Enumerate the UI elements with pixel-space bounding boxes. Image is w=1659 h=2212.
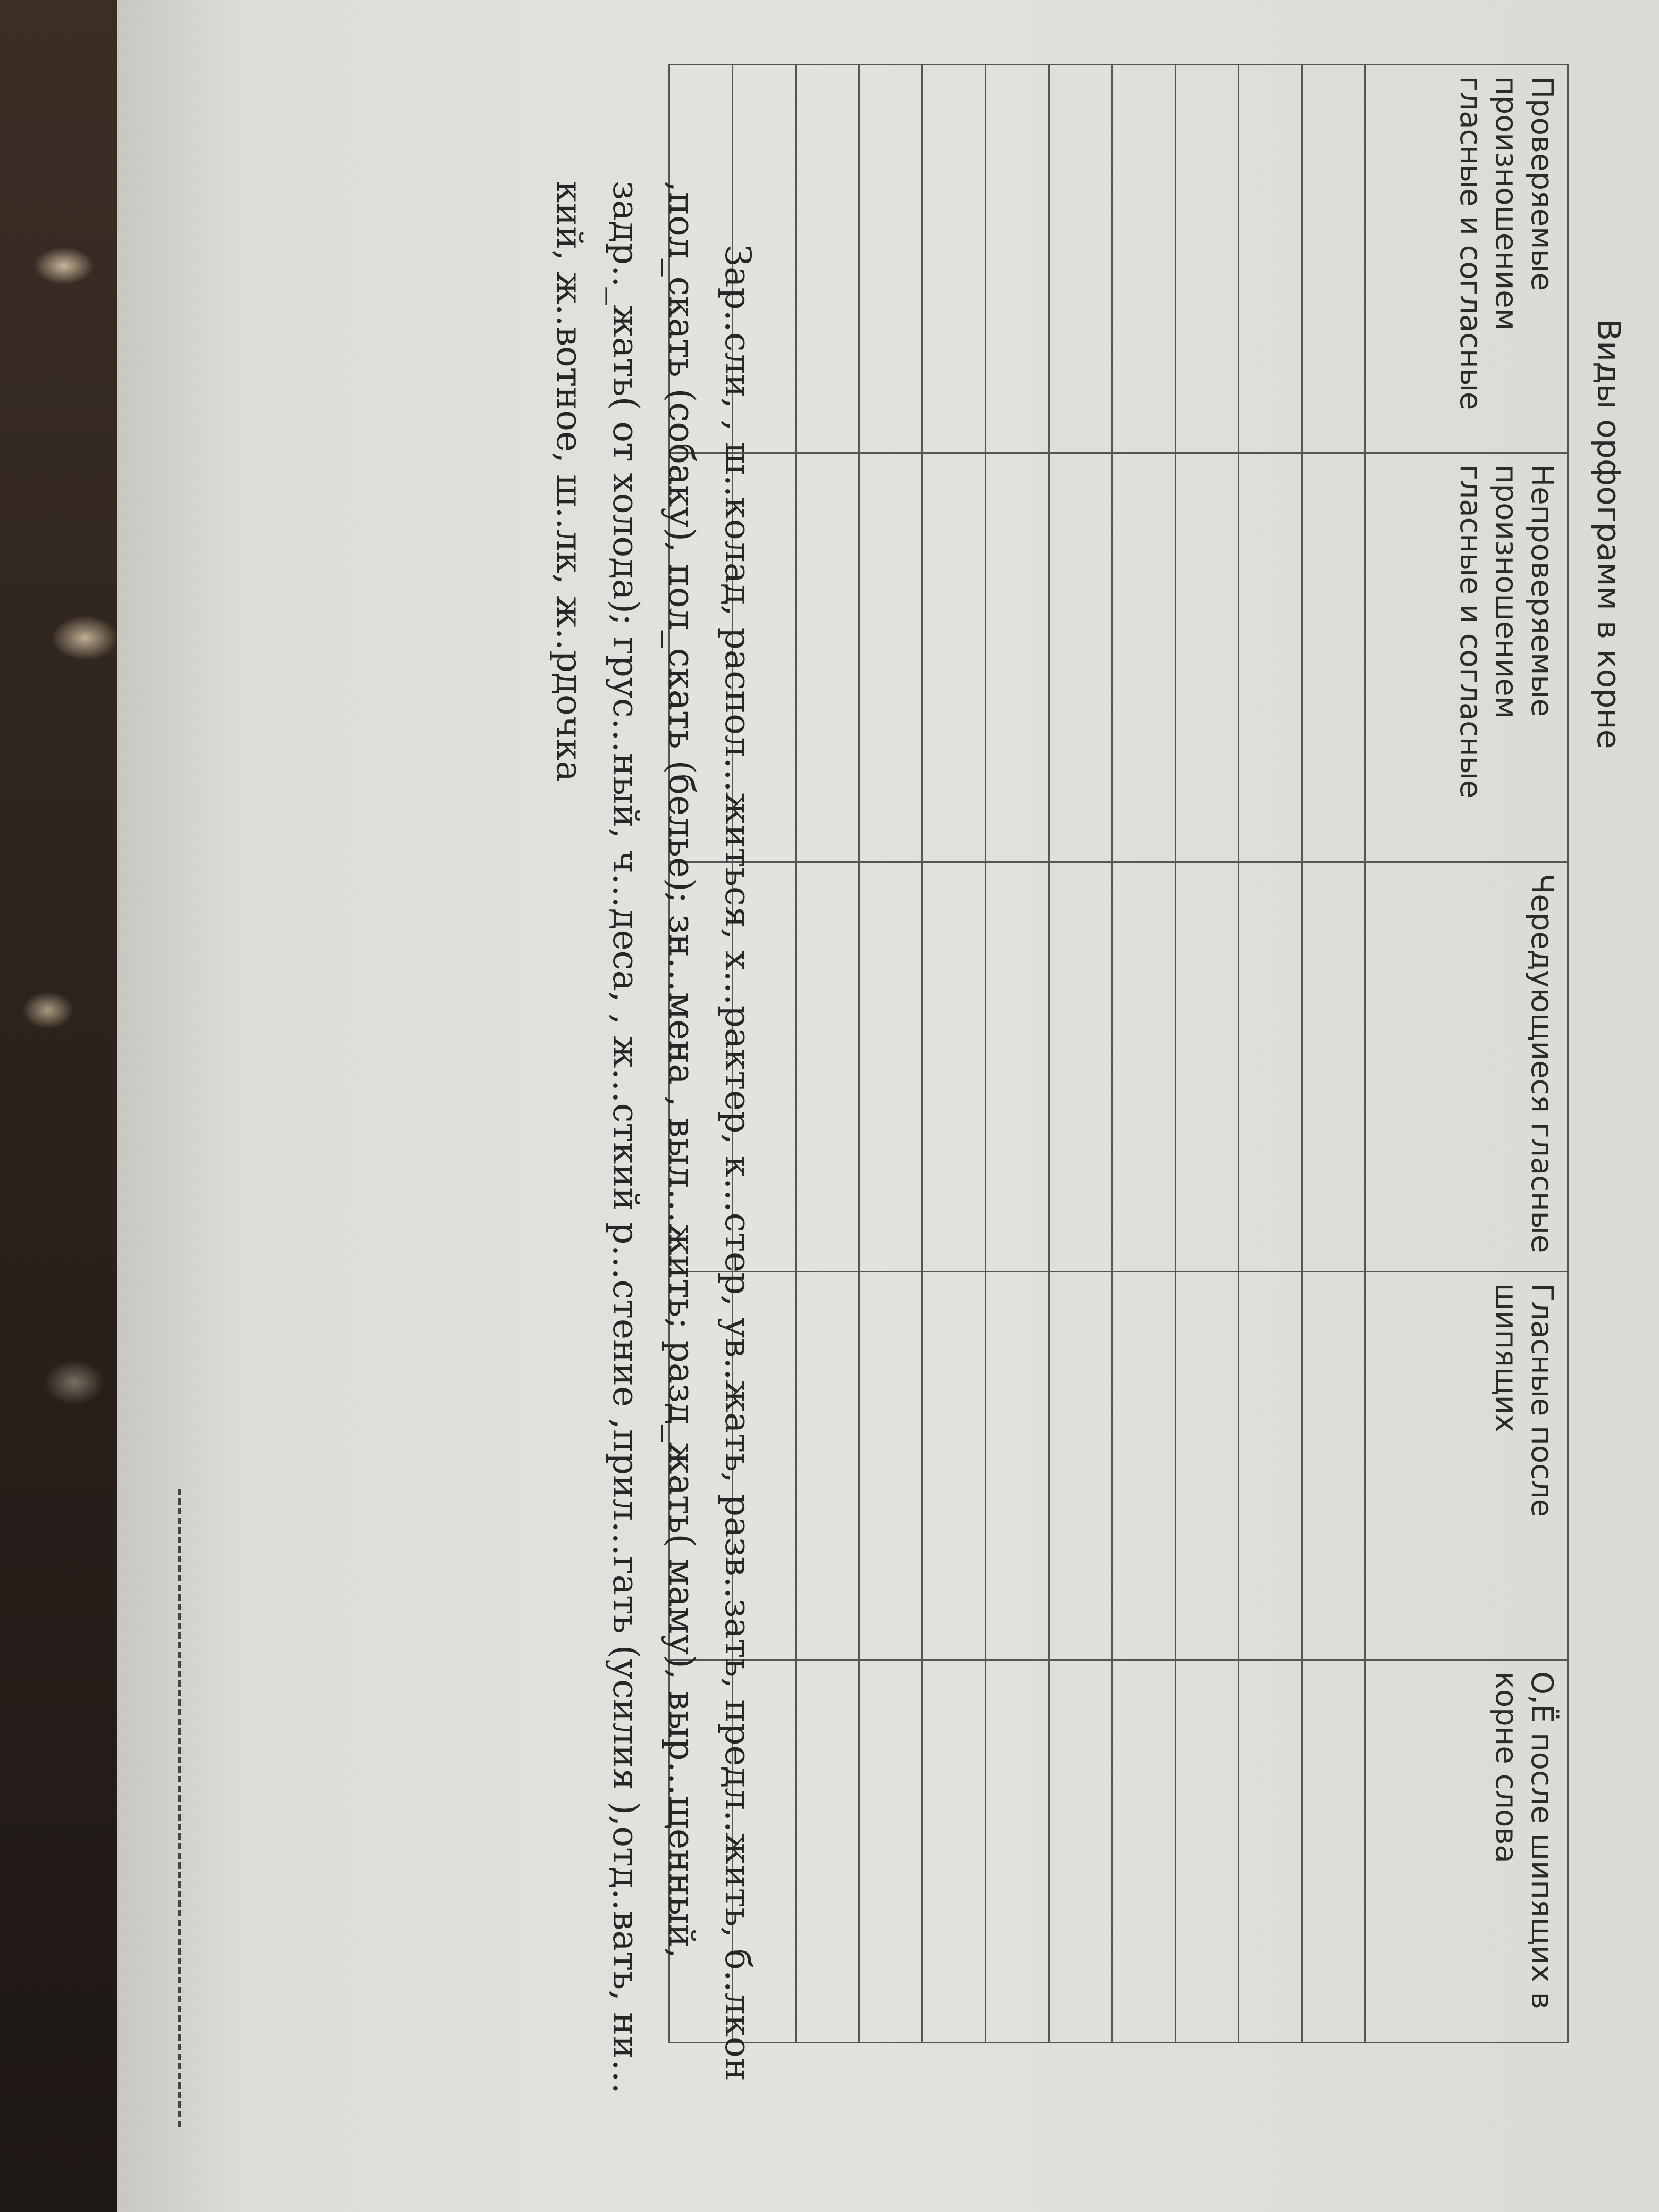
spelling-table xyxy=(668,64,1569,2043)
table-cell[interactable] xyxy=(1302,65,1365,453)
table-row xyxy=(1049,65,1112,2043)
column-header: Гласные после шипящих xyxy=(1365,1272,1568,1660)
table-cell[interactable] xyxy=(1176,1660,1239,2043)
underline-mark xyxy=(178,1489,181,2127)
table-cell[interactable] xyxy=(923,453,986,862)
table-row xyxy=(986,65,1049,2043)
table-cell[interactable] xyxy=(1239,65,1302,453)
table-header-row xyxy=(1365,65,1568,2043)
worksheet-title: Виды орфограмм в корне xyxy=(1590,319,1627,749)
worksheet-content xyxy=(117,0,1659,2212)
column-header: Проверяемые произношением гласные и согласные xyxy=(1365,65,1568,453)
table-cell[interactable] xyxy=(796,862,859,1272)
table-cell[interactable] xyxy=(1176,1272,1239,1660)
table-cell[interactable] xyxy=(986,453,1049,862)
table-cell[interactable] xyxy=(1112,862,1176,1272)
table-cell[interactable] xyxy=(796,65,859,453)
exercise-text: Зар..сли, , ш..колад, распол…житься, х…рактер, к…стер, ув..жать, разв..зать, предл..жить, б..лкон ,пол_скать (собаку), пол_скать (белье); зн…мена , выл…жить; разд_жать( маму), выр…щенный, задр.._жать( от холода); грус…ный, ч…деса, , ж…сткий р…стение ,прил…гать (усилия ),отд..вать, ни…кий, ж..вотное, ш..лк, ж..рдочка xyxy=(549,181,758,2094)
column-header: О,Ё после шипящих в корне слова xyxy=(1365,1660,1568,2043)
table-cell[interactable] xyxy=(796,1660,859,2043)
table-cell[interactable] xyxy=(1112,1272,1176,1660)
table-row xyxy=(1176,65,1239,2043)
table-cell[interactable] xyxy=(1239,453,1302,862)
table-cell[interactable] xyxy=(1049,453,1112,862)
table-row xyxy=(1302,65,1365,2043)
table-cell[interactable] xyxy=(1302,453,1365,862)
table-cell[interactable] xyxy=(1302,862,1365,1272)
column-header: Непроверяемые произношением гласные и согласные xyxy=(1365,453,1568,862)
table-cell[interactable] xyxy=(1049,1272,1112,1660)
table-cell[interactable] xyxy=(1049,65,1112,453)
table-cell[interactable] xyxy=(1176,65,1239,453)
table-cell[interactable] xyxy=(1112,1660,1176,2043)
table-cell[interactable] xyxy=(1302,1660,1365,2043)
table-cell[interactable] xyxy=(1176,862,1239,1272)
table-cell[interactable] xyxy=(923,862,986,1272)
table-cell[interactable] xyxy=(859,862,923,1272)
table-cell[interactable] xyxy=(796,453,859,862)
table-cell[interactable] xyxy=(986,862,1049,1272)
table-cell[interactable] xyxy=(1112,453,1176,862)
table-cell[interactable] xyxy=(1302,1272,1365,1660)
table-row xyxy=(923,65,986,2043)
table-cell[interactable] xyxy=(859,1660,923,2043)
table-cell[interactable] xyxy=(859,1272,923,1660)
column-header: Чередующиеся гласные xyxy=(1365,862,1568,1272)
table-row xyxy=(859,65,923,2043)
table-cell[interactable] xyxy=(796,1272,859,1660)
table-cell[interactable] xyxy=(1239,1660,1302,2043)
table-cell[interactable] xyxy=(859,65,923,453)
table-cell[interactable] xyxy=(1049,1660,1112,2043)
worksheet-paper xyxy=(117,0,1659,2212)
table-cell[interactable] xyxy=(986,65,1049,453)
table-cell[interactable] xyxy=(923,1660,986,2043)
table-cell[interactable] xyxy=(1239,1272,1302,1660)
table-cell[interactable] xyxy=(986,1660,1049,2043)
table-cell[interactable] xyxy=(986,1272,1049,1660)
table-row xyxy=(1112,65,1176,2043)
table-cell[interactable] xyxy=(1239,862,1302,1272)
table-cell[interactable] xyxy=(859,453,923,862)
table-row xyxy=(1239,65,1302,2043)
table-row xyxy=(796,65,859,2043)
table-cell[interactable] xyxy=(1112,65,1176,453)
table-cell[interactable] xyxy=(923,1272,986,1660)
table-cell[interactable] xyxy=(1049,862,1112,1272)
table-cell[interactable] xyxy=(923,65,986,453)
table-cell[interactable] xyxy=(1176,453,1239,862)
